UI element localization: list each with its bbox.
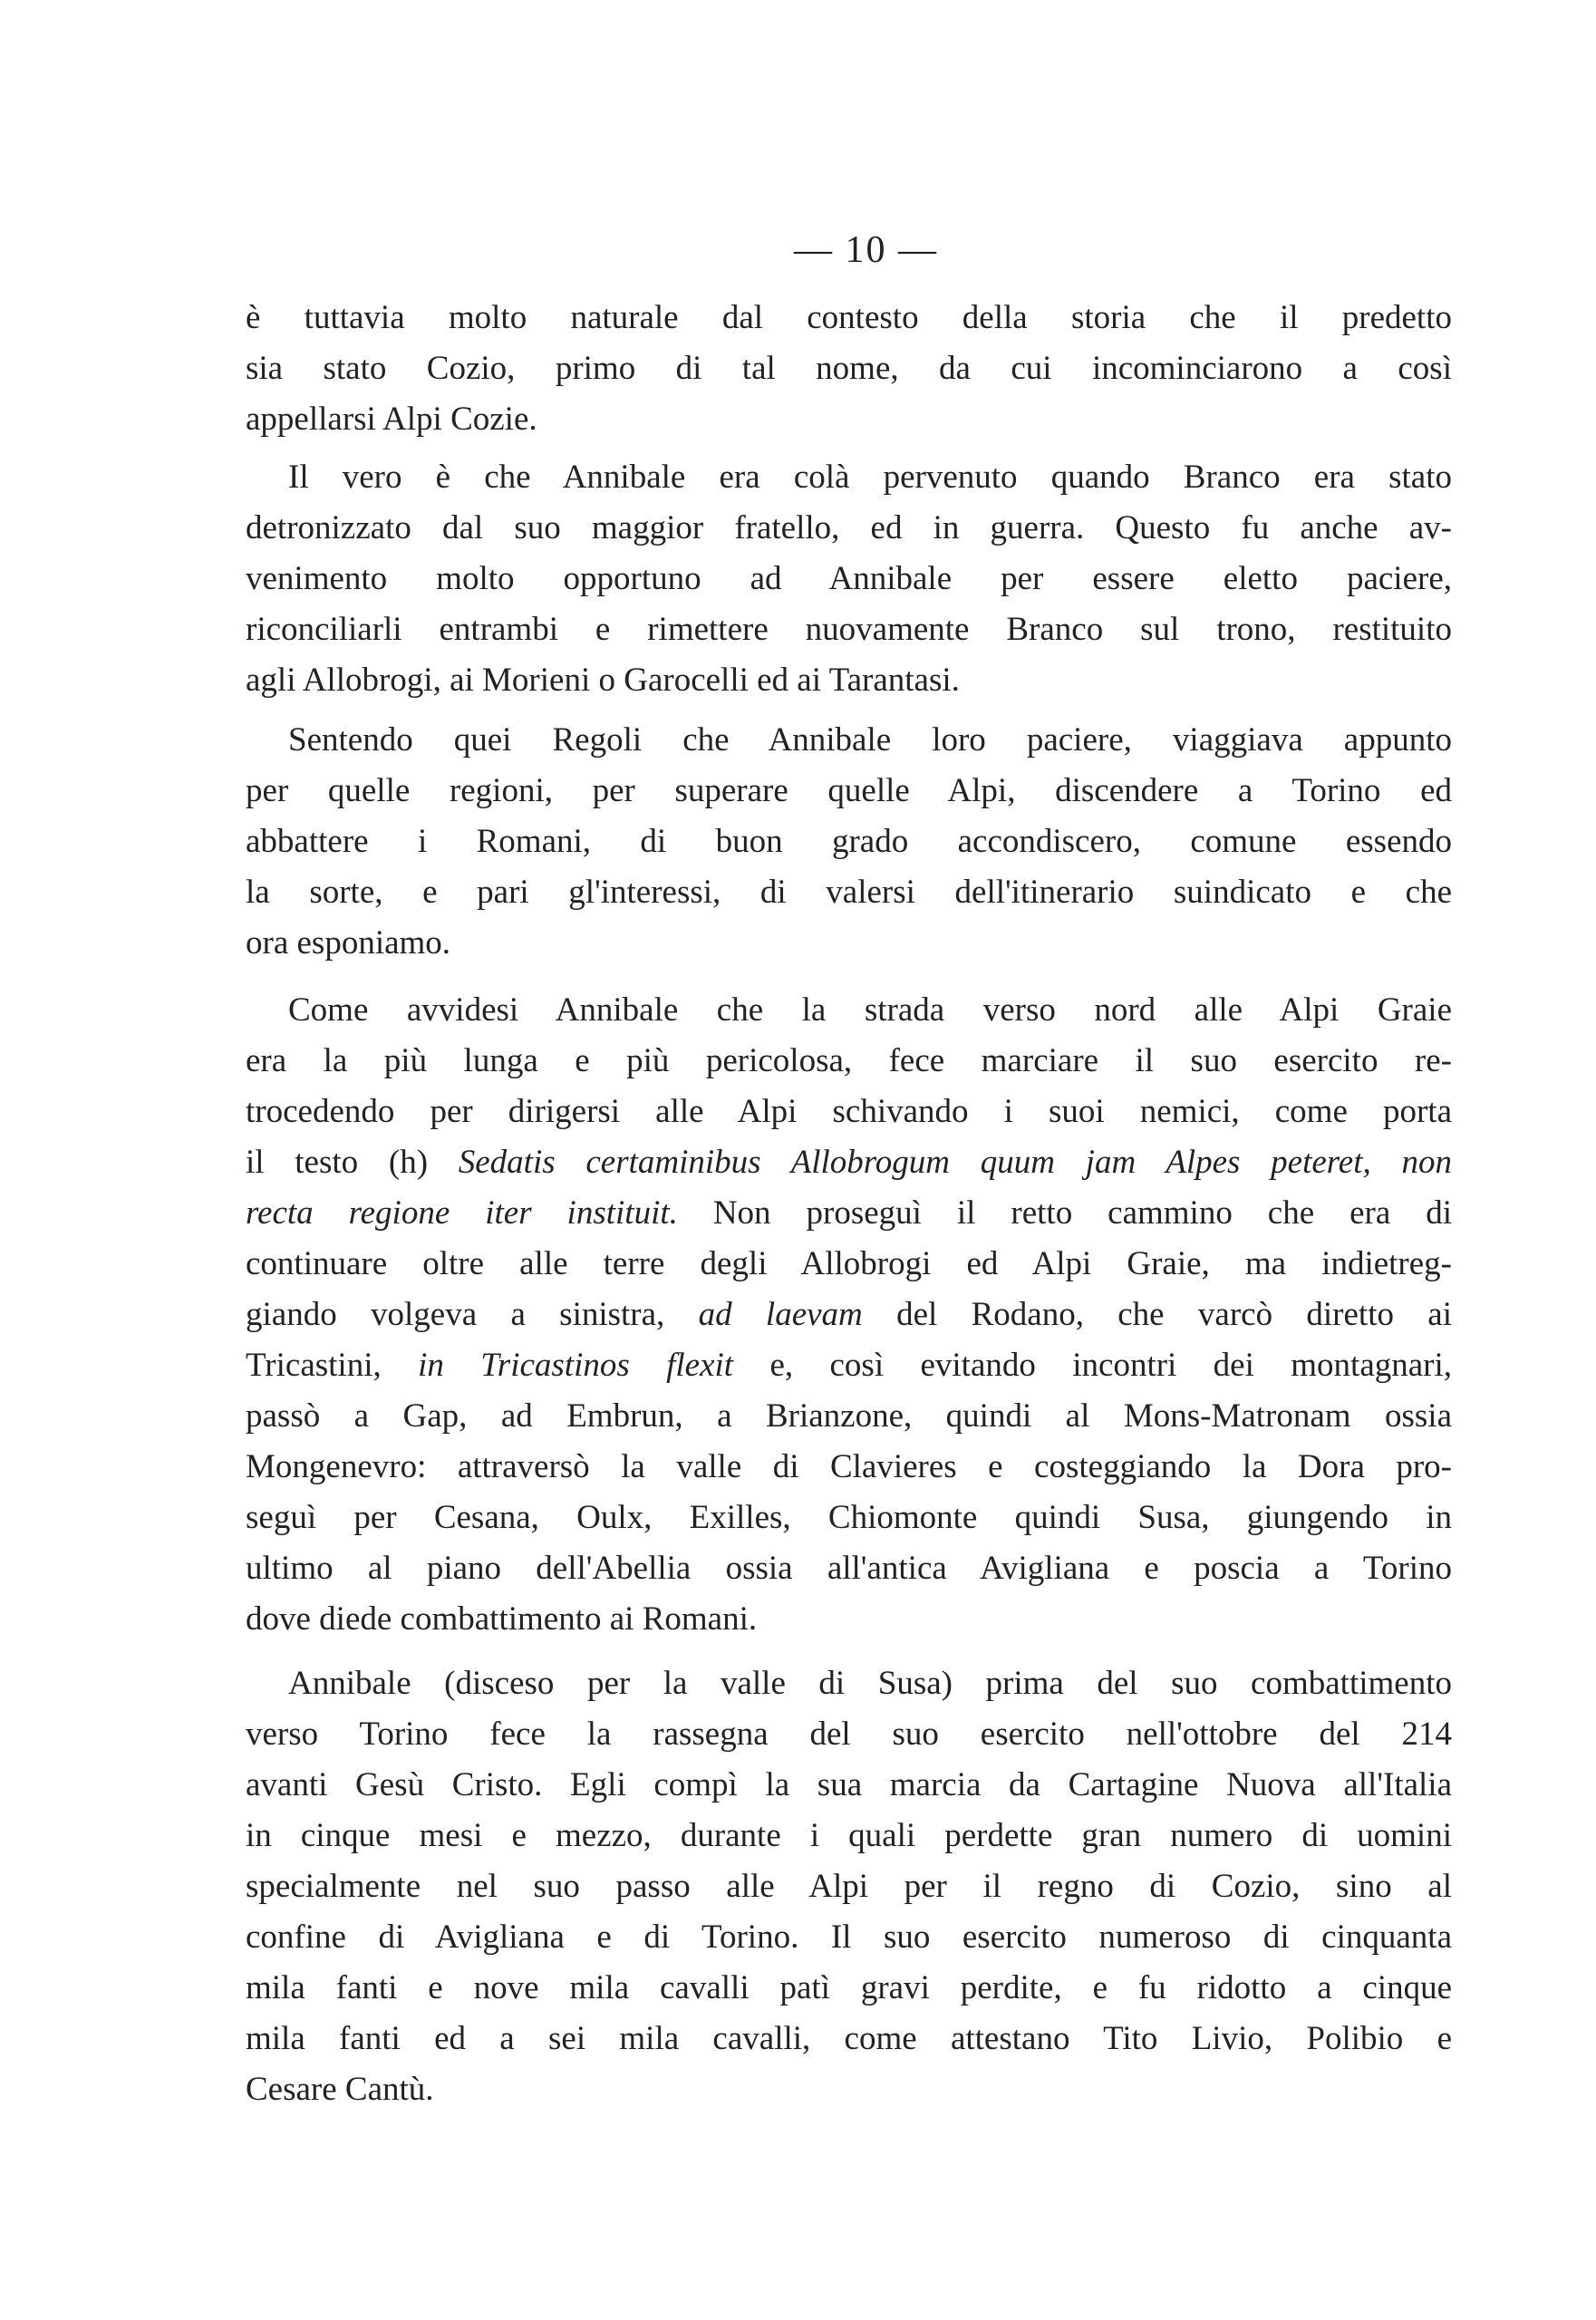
text-line: la sorte, e pari gl'interessi, di valersi dell'itinerario suindicato e che: [246, 874, 1452, 911]
text-line: è tuttavia molto naturale dal contesto della storia che il predetto: [246, 299, 1452, 336]
text-line: Cesare Cantù.: [246, 2071, 434, 2108]
text-line: continuare oltre alle terre degli Allobrogi ed Alpi Graie, ma indietreg-: [246, 1245, 1452, 1282]
text-line: detronizzato dal suo maggior fratello, ed in guerra. Questo fu anche av-: [246, 509, 1452, 546]
text-line: appellarsi Alpi Cozie.: [246, 401, 537, 438]
text-run: del Rodano, che varcò diretto ai: [862, 1296, 1452, 1333]
text-line: Mongenevro: attraversò la valle di Clavieres e costeggiando la Dora pro-: [246, 1448, 1452, 1485]
text-run: Non proseguì il retto cammino che era di: [677, 1194, 1452, 1232]
text-line: era la più lunga e più pericolosa, fece marciare il suo esercito re-: [246, 1042, 1452, 1079]
text-line: trocedendo per dirigersi alle Alpi schivando i suoi nemici, come porta: [246, 1093, 1452, 1130]
text-line: passò a Gap, ad Embrun, a Brianzone, quindi al Mons-Matronam ossia: [246, 1397, 1452, 1435]
text-line: agli Allobrogi, ai Morieni o Garocelli ed ai Tarantasi.: [246, 662, 960, 699]
text-line: verso Torino fece la rassegna del suo esercito nell'ottobre del 214: [246, 1716, 1452, 1753]
text-line: Annibale (disceso per la valle di Susa) prima del suo combattimento: [288, 1665, 1452, 1702]
text-line: [246, 1141, 1452, 1184]
text-line: Sentendo quei Regoli che Annibale loro paciere, viaggiava appunto: [288, 721, 1452, 759]
latin-phrase: ad laevam: [698, 1296, 863, 1333]
text-line: [246, 1192, 1452, 1235]
text-line: confine di Avigliana e di Torino. Il suo esercito numeroso di cinquanta: [246, 1919, 1452, 1956]
text-run: giando volgeva a sinistra,: [246, 1296, 699, 1333]
latin-quotation: Sedatis certaminibus Allobrogum quum jam Alpes peteret, non: [458, 1144, 1452, 1181]
text-line: seguì per Cesana, Oulx, Exilles, Chiomonte quindi Susa, giungendo in: [246, 1499, 1452, 1536]
text-line: sia stato Cozio, primo di tal nome, da cui incominciarono a così: [246, 350, 1452, 387]
text-line: [246, 1293, 1452, 1337]
text-line: abbattere i Romani, di buon grado accondiscero, comune essendo: [246, 823, 1452, 860]
text-line: venimento molto opportuno ad Annibale per essere eletto paciere,: [246, 560, 1452, 597]
text-line: mila fanti e nove mila cavalli patì gravi perdite, e fu ridotto a cinque: [246, 1969, 1452, 2006]
page-number: — 10 —: [794, 229, 938, 271]
text-line: [246, 1344, 1452, 1387]
text-line: Come avvidesi Annibale che la strada verso nord alle Alpi Graie: [288, 991, 1452, 1029]
text-line: avanti Gesù Cristo. Egli compì la sua marcia da Cartagine Nuova all'Italia: [246, 1766, 1452, 1803]
text-line: per quelle regioni, per superare quelle Alpi, discendere a Torino ed: [246, 772, 1452, 809]
text-line: Il vero è che Annibale era colà pervenuto quando Branco era stato: [288, 459, 1452, 496]
text-line: in cinque mesi e mezzo, durante i quali perdette gran numero di uomini: [246, 1817, 1452, 1854]
text-run: il testo (h): [246, 1144, 459, 1181]
text-run: Tricastini,: [246, 1347, 419, 1384]
text-line: ultimo al piano dell'Abellia ossia all'antica Avigliana e poscia a Torino: [246, 1550, 1452, 1587]
text-line: ora esponiamo.: [246, 924, 451, 962]
latin-phrase: in Tricastinos flexit: [418, 1347, 734, 1384]
text-line: dove diede combattimento ai Romani.: [246, 1600, 758, 1638]
latin-quotation: recta regione iter instituit.: [246, 1194, 678, 1232]
text-line: riconciliarli entrambi e rimettere nuovamente Branco sul trono, restituito: [246, 611, 1452, 648]
text-run: e, così evitando incontri dei montagnari,: [733, 1347, 1453, 1384]
text-line: specialmente nel suo passo alle Alpi per il regno di Cozio, sino al: [246, 1868, 1452, 1905]
text-line: mila fanti ed a sei mila cavalli, come attestano Tito Livio, Polibio e: [246, 2020, 1452, 2057]
